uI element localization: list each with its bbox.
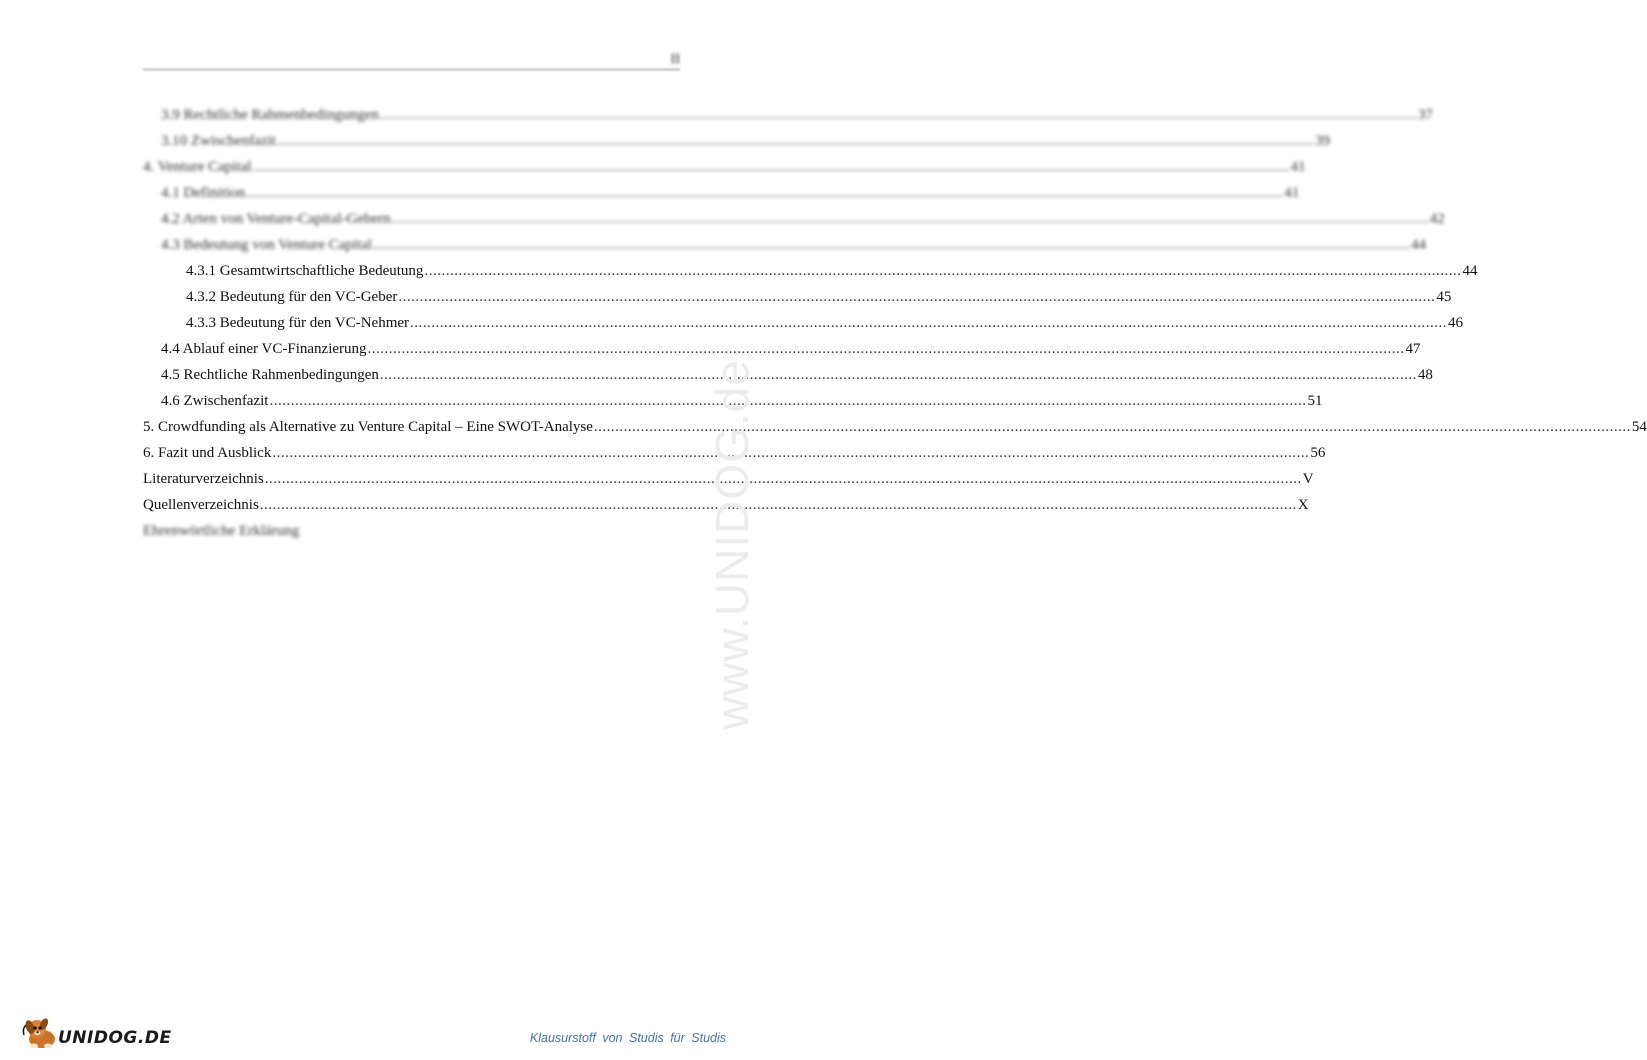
header-rule [143,69,680,70]
toc-entry-title: 4.3 Bedeutung von Venture Capital [161,237,372,253]
toc-entry-page: V [1302,471,1314,487]
toc-entry [143,492,1309,518]
toc-entry-title: 4.2 Arten von Venture-Capital-Gebern [161,211,391,227]
toc-entry-page: 44 [1462,263,1478,279]
footer-tagline: Klausurstoff von Studis für Studis [529,1031,726,1045]
toc-dot-leader [269,388,1306,414]
toc-entry [143,362,1433,388]
toc-entry-title: 4.3.3 Bedeutung für den VC-Nehmer [186,315,410,331]
toc-entry-title: 4.3.2 Bedeutung für den VC-Geber [186,289,398,305]
toc-entry-title: 4.1 Definition [161,185,246,201]
toc-entry [143,518,680,544]
toc-dot-leader [272,440,1309,466]
toc-entry [143,284,1452,310]
toc-dot-leader [246,180,1283,206]
toc-entry [143,336,1421,362]
toc-entry-page: 44 [1410,237,1426,253]
toc-entry [143,232,1426,258]
toc-entry-page: 37 [1417,107,1433,123]
watermark: www.UNIDOG.de [706,359,758,730]
logo-text: UNIDOG.DE [58,1028,172,1048]
toc-entry-title: Ehrenwörtliche Erklärung [143,523,300,539]
page-number: II [670,52,680,67]
toc-dot-leader [260,492,1297,518]
unidog-logo [22,1015,172,1051]
toc-entry-title: 4.4 Ablauf einer VC-Finanzierung [161,341,367,357]
toc-dot-leader [424,258,1461,284]
dog-logo-icon [22,1015,60,1051]
toc-entry-page: 42 [1429,211,1445,227]
toc-entry [143,180,1300,206]
toc-entry-title: Quellenverzeichnis [143,497,259,513]
toc-entry-title: Literaturverzeichnis [143,471,264,487]
toc-entry [143,258,1478,284]
toc-dot-leader [277,128,1314,154]
toc-entry-page: 45 [1436,289,1452,305]
toc-dot-leader [265,466,1302,492]
toc-dot-leader [392,206,1429,232]
toc-dot-leader [373,232,1410,258]
table-of-contents [143,102,1647,544]
toc-entry-title: 4. Venture Capital [143,159,252,175]
toc-entry [143,206,1445,232]
toc-dot-leader [410,310,1447,336]
toc-entry-page: 47 [1405,341,1421,357]
toc-entry-page: 39 [1314,133,1330,149]
toc-entry-title: 4.5 Rechtliche Rahmenbedingungen [161,367,379,383]
toc-entry-page: 48 [1417,367,1433,383]
toc-entry-page: 41 [1290,159,1306,175]
toc-entry-title: 6. Fazit und Ausblick [143,445,272,461]
toc-entry [143,102,1433,128]
toc-entry [143,154,1306,180]
toc-dot-leader [380,102,1417,128]
toc-entry-title: 3.9 Rechtliche Rahmenbedingungen [161,107,379,123]
toc-dot-leader [252,154,1289,180]
toc-entry [143,440,1326,466]
toc-entry-title: 3.10 Zwischenfazit [161,133,276,149]
toc-entry-title: 4.3.1 Gesamtwirtschaftliche Bedeutung [186,263,424,279]
toc-entry [143,128,1330,154]
toc-entry-page: X [1297,497,1309,513]
toc-entry-title: 5. Crowdfunding als Alternative zu Venture Capital – Eine SWOT-Analyse [143,419,593,435]
toc-dot-leader [380,362,1417,388]
toc-entry [143,388,1323,414]
toc-entry [143,466,1314,492]
toc-entry-title: 4.6 Zwischenfazit [161,393,269,409]
toc-entry-page: 46 [1448,315,1464,331]
toc-entry [143,414,1647,440]
toc-dot-leader [368,336,1405,362]
toc-entry [143,310,1464,336]
toc-entry-page: 41 [1284,185,1300,201]
toc-entry-page: 51 [1307,393,1323,409]
toc-dot-leader [398,284,1435,310]
toc-entry-page: 56 [1310,445,1326,461]
toc-entry-page: 54 [1631,419,1647,435]
